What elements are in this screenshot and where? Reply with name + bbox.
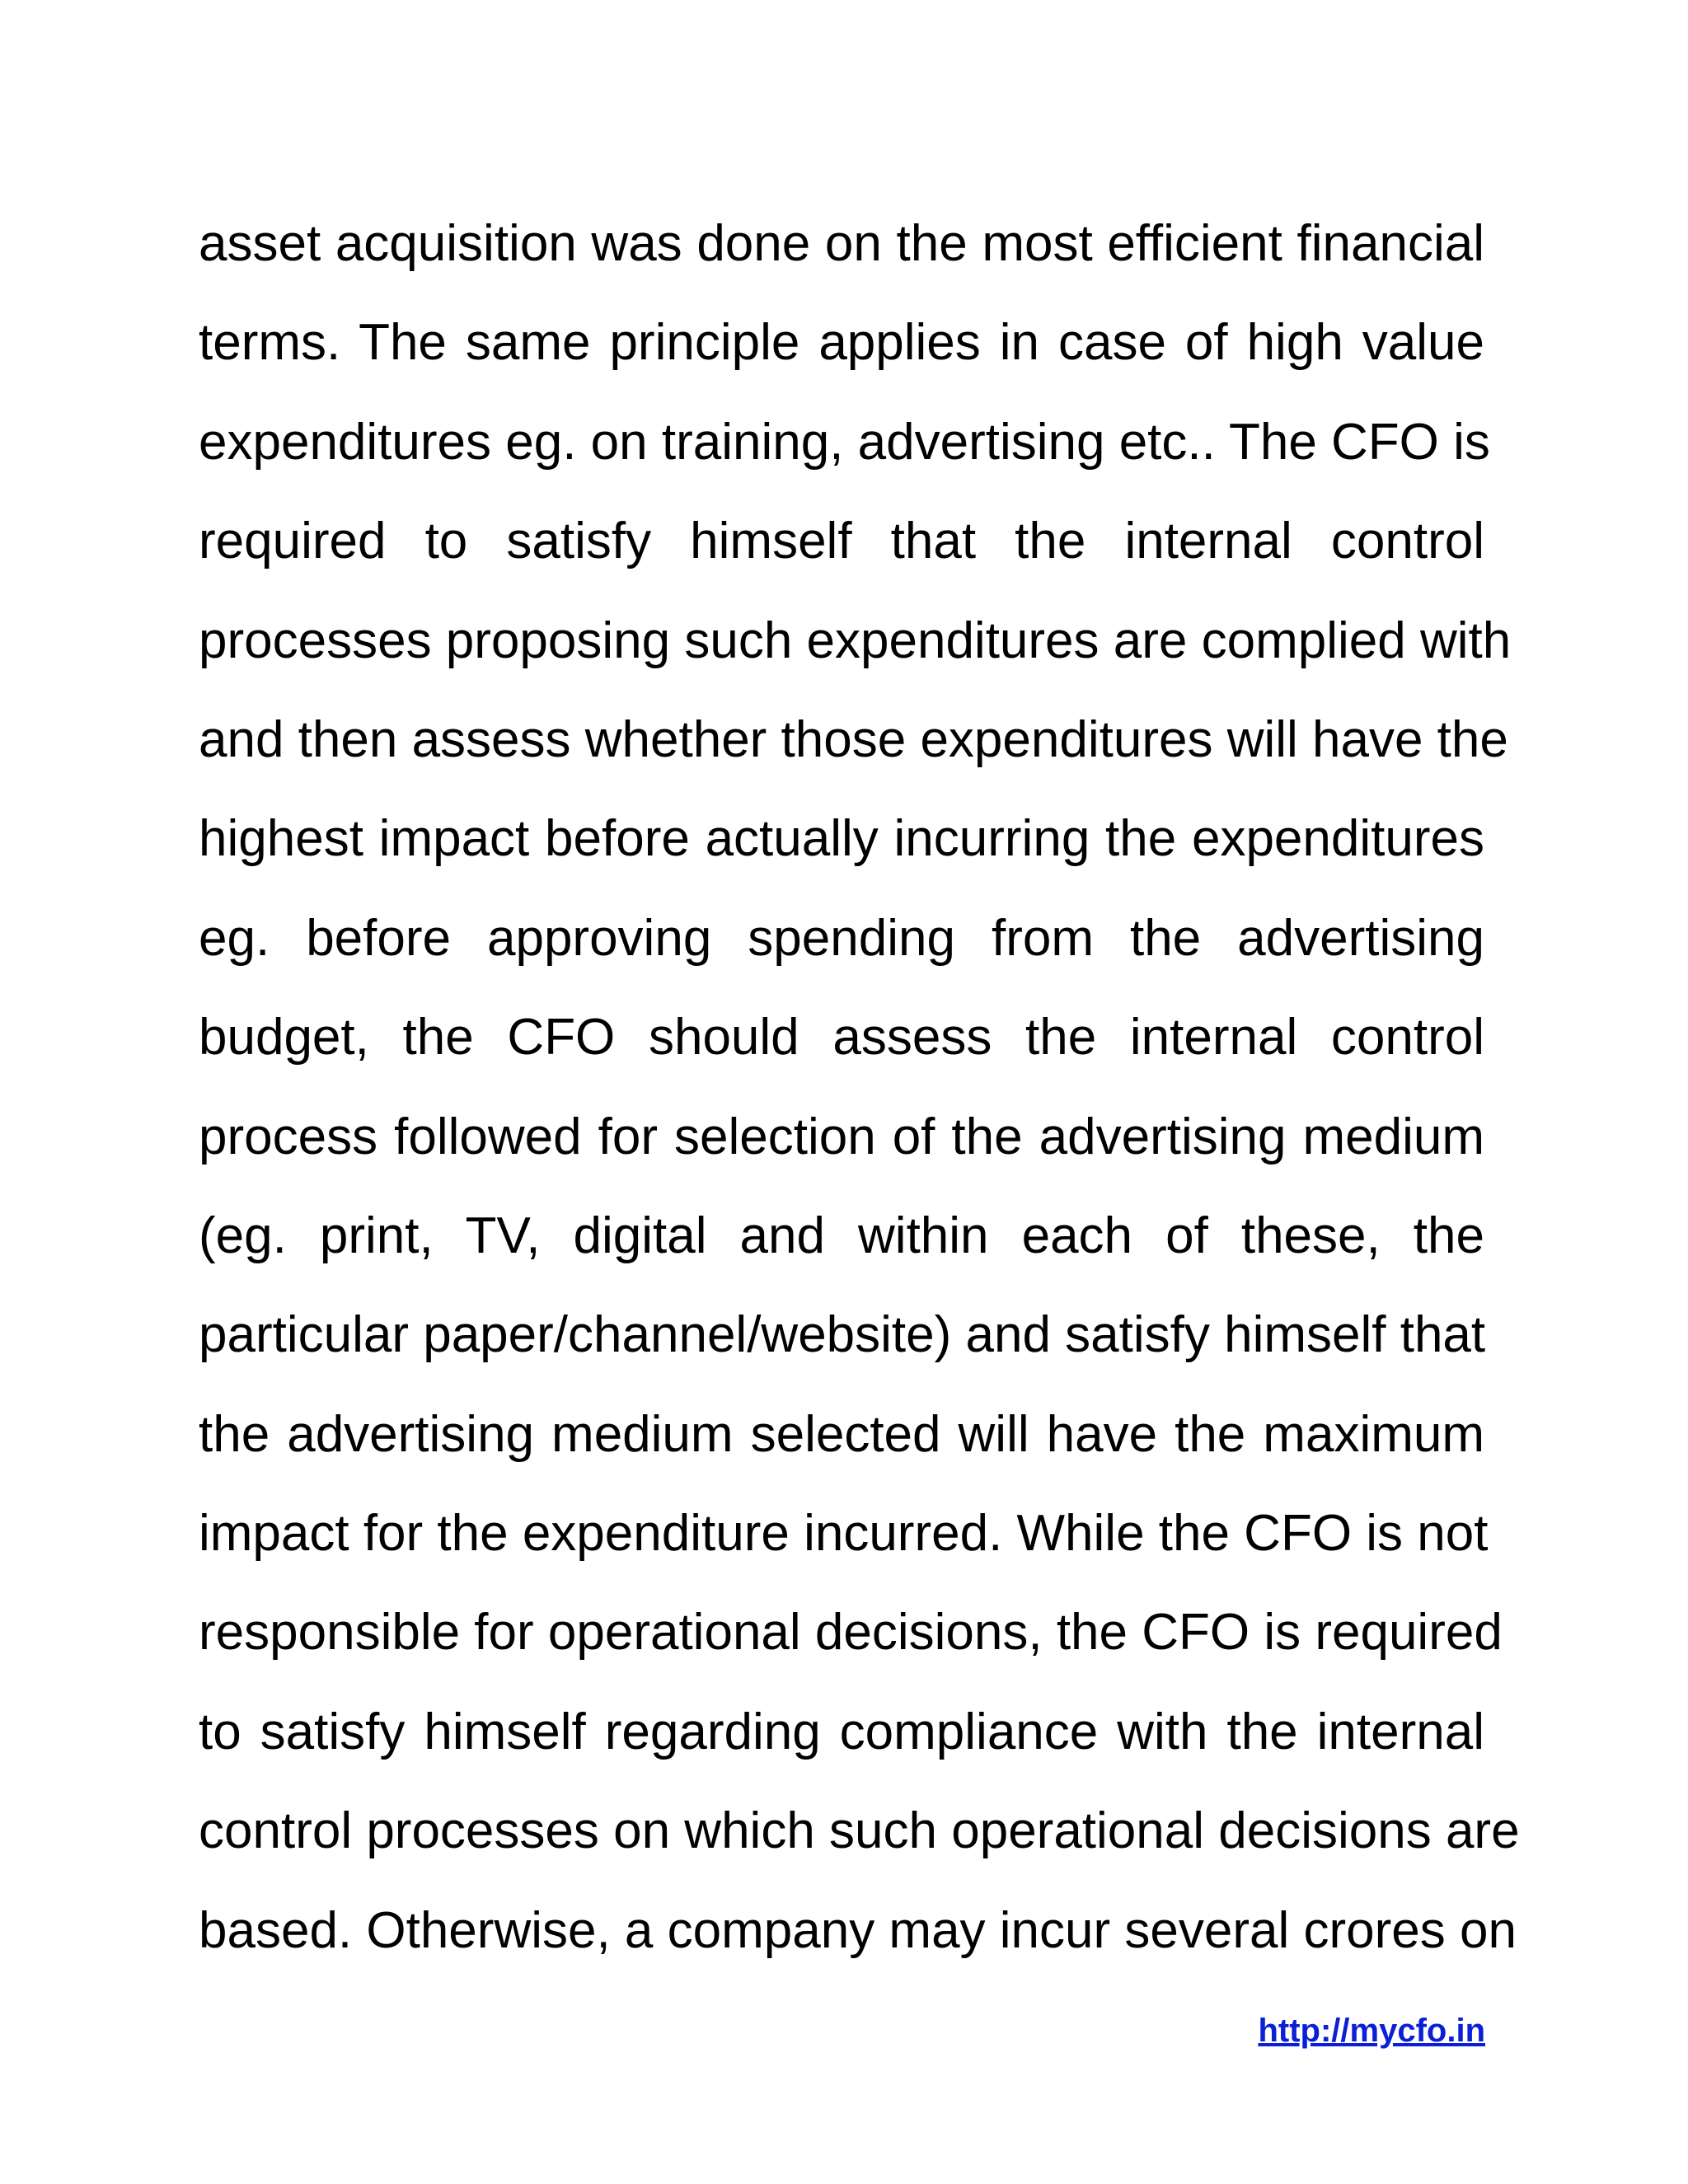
footer-website-link[interactable]: http://mycfo.in: [1258, 2013, 1485, 2049]
text-line: asset acquisition was done on the most efficient financial: [199, 215, 1484, 272]
text-line: based. Otherwise, a company may incur several crores on: [199, 1901, 1517, 1959]
body-paragraph: [199, 203, 1520, 1989]
text-line: and then assess whether those expenditures will have the: [199, 710, 1508, 768]
text-line: budget, the CFO should assess the internal control: [199, 1009, 1484, 1066]
text-line: expenditures eg. on training, advertising etc.. The CFO is: [199, 413, 1490, 471]
text-line: process followed for selection of the advertising medium: [199, 1108, 1484, 1165]
text-line: (eg. print, TV, digital and within each of these, the: [199, 1207, 1484, 1264]
text-line: terms. The same principle applies in case of high value: [199, 314, 1484, 372]
text-line: the advertising medium selected will have the maximum: [199, 1405, 1484, 1463]
text-line: processes proposing such expenditures are complied with: [199, 612, 1512, 669]
text-line: particular paper/channel/website) and satisfy himself that: [199, 1306, 1486, 1364]
text-line: control processes on which such operational decisions are: [199, 1802, 1520, 1860]
text-line: responsible for operational decisions, the CFO is required: [199, 1604, 1503, 1661]
text-line: required to satisfy himself that the internal control: [199, 513, 1484, 570]
text-line: highest impact before actually incurring the expenditures: [199, 810, 1484, 868]
text-line: eg. before approving spending from the advertising: [199, 909, 1484, 967]
text-line: impact for the expenditure incurred. While the CFO is not: [199, 1505, 1489, 1563]
text-line: to satisfy himself regarding compliance with the internal: [199, 1703, 1484, 1760]
